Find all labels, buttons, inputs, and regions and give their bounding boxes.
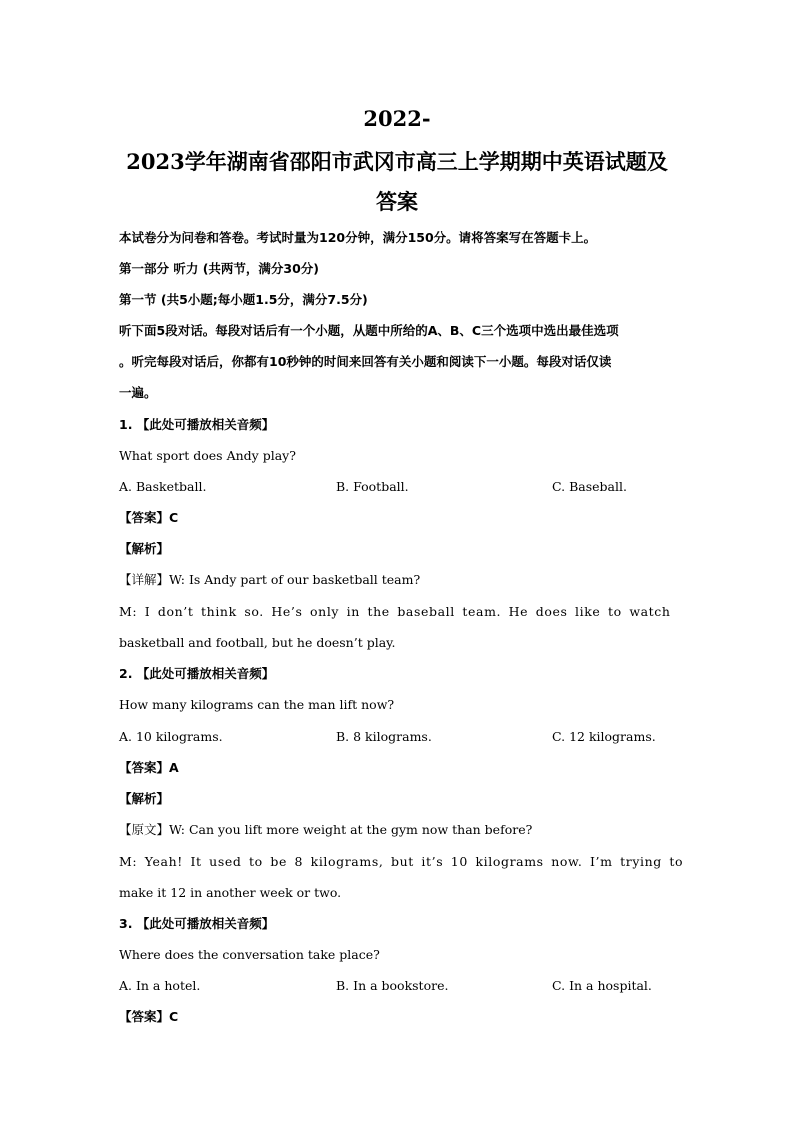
title-line-2: 2023学年湖南省邵阳市武冈市高三上学期期中英语试题及 [126,149,668,174]
question-1-answer: 【答案】C [119,510,179,525]
question-1-option-c: C. Baseball. [552,479,627,494]
question-2-dialog-line-2: make it 12 in another week or two. [119,885,342,900]
question-2-option-a: A. 10 kilograms. [119,729,223,744]
instruction-line-1: 听下面5段对话。每段对话后有一个小题，从题中所给的A、B、C三个选项中选出最佳选项 [119,323,619,338]
question-1-analysis: 【解析】 [119,541,170,556]
intro-paragraph: 本试卷分为问卷和答卷。考试时量为120分钟，满分150分。请将答案写在答题卡上。 [119,230,597,245]
title-line-3: 答案 [376,189,418,214]
question-2-detail: 【原文】W: Can you lift more weight at the gym now than before? [119,822,533,837]
question-3-option-a: A. In a hotel. [119,978,201,993]
question-2-dialog-line-1: M: Yeah! It used to be 8 kilograms, but it’s 10 kilograms now. I’m trying to [119,854,684,869]
instruction-line-2: 。听完每段对话后，你都有10秒钟的时间来回答有关小题和阅读下一小题。每段对话仅读 [119,354,612,369]
question-1-detail: 【详解】W: Is Andy part of our basketball team? [119,572,421,587]
instruction-line-3: 一遍。 [119,385,157,400]
question-1-option-a: A. Basketball. [119,479,207,494]
question-3-head: 3. 【此处可播放相关音频】 [119,916,275,931]
question-2-option-c: C. 12 kilograms. [552,729,656,744]
title-line-1: 2022- [363,106,431,131]
question-2-text: How many kilograms can the man lift now? [119,697,395,712]
question-2-head: 2. 【此处可播放相关音频】 [119,666,275,681]
question-3-answer: 【答案】C [119,1009,179,1024]
part-one-heading: 第一部分 听力 (共两节，满分30分) [119,261,320,276]
question-1-text: What sport does Andy play? [119,448,296,463]
section-one-heading: 第一节 (共5小题;每小题1.5分，满分7.5分) [119,292,368,307]
question-3-option-b: B. In a bookstore. [336,978,449,993]
question-3-text: Where does the conversation take place? [119,947,380,962]
question-1-dialog-line-1: M: I don’t think so. He’s only in the baseball team. He does like to watch [119,604,671,619]
question-2-analysis: 【解析】 [119,791,170,806]
question-1-dialog-line-2: basketball and football, but he doesn’t play. [119,635,396,650]
question-2-option-b: B. 8 kilograms. [336,729,432,744]
question-1-option-b: B. Football. [336,479,409,494]
question-2-answer: 【答案】A [119,760,179,775]
question-3-option-c: C. In a hospital. [552,978,652,993]
question-1-head: 1. 【此处可播放相关音频】 [119,417,275,432]
